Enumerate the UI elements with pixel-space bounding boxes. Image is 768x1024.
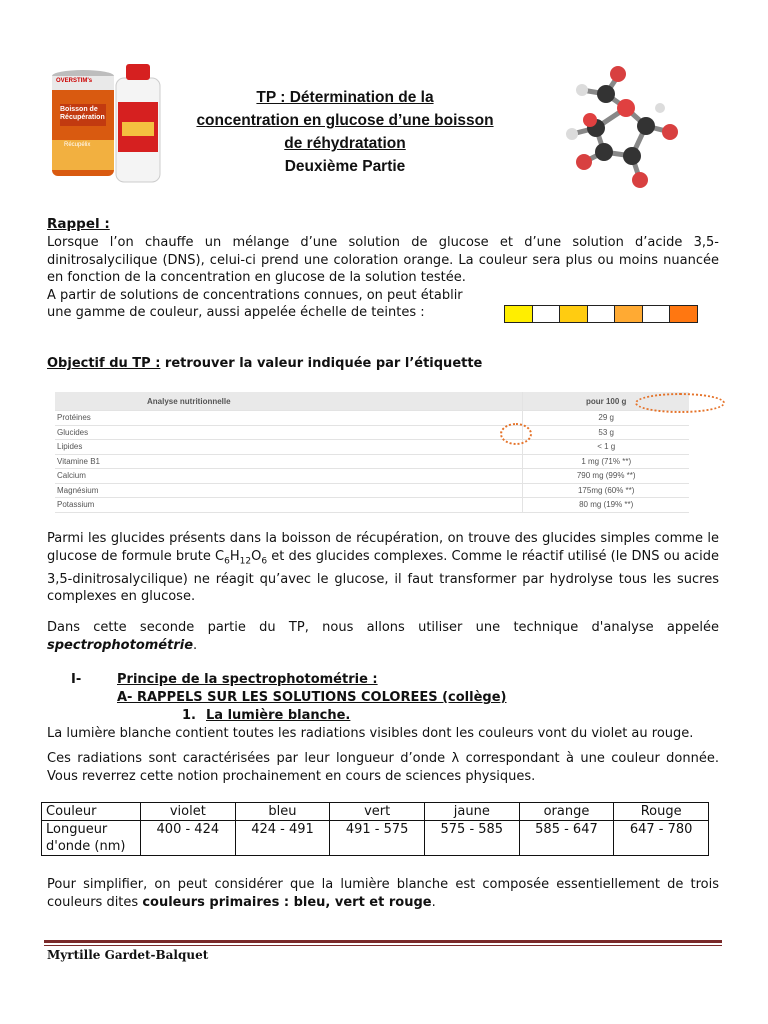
nutrition-name: Glucides xyxy=(55,425,523,440)
rappel-heading: Rappel : xyxy=(47,216,110,232)
wavelength-color-row xyxy=(42,803,709,821)
color-cell: jaune xyxy=(424,803,519,821)
formula-o: O xyxy=(251,548,262,564)
color-cell: bleu xyxy=(235,803,330,821)
range-cell: 647 - 780 xyxy=(614,821,709,856)
product-sub: Récupélix xyxy=(64,142,91,148)
objectif-line xyxy=(47,356,482,371)
nutrition-header-right-label: pour 100 g xyxy=(585,396,627,406)
nutrition-value: < 1 g xyxy=(523,440,689,455)
footer-divider xyxy=(44,940,722,943)
rappel-text: Lorsque l’on chauffe un mélange d’une solution de glucose et d’une solution d’acide 3,5-dinitrosalycilique (DNS), celui-ci prend une coloration orange. La couleur sera plus ou moins nuancée en fonction de la concentration en glucose de la solution testée. xyxy=(47,235,719,285)
spectro-term: spectrophotométrie xyxy=(47,637,194,653)
footer-divider-thin xyxy=(44,945,722,946)
spectro-paragraph xyxy=(47,619,719,654)
color-scale-cell xyxy=(643,306,671,322)
nutrition-table xyxy=(55,392,689,513)
highlight-ellipse xyxy=(635,393,725,413)
color-cell: violet xyxy=(141,803,236,821)
rappel-text-2b: une gamme de couleur, aussi appelée échelle de teintes : xyxy=(47,305,425,320)
nutrition-row xyxy=(55,469,689,484)
nutrition-name: Vitamine B1 xyxy=(55,454,523,469)
product-name: Boisson de Récupération xyxy=(60,106,105,121)
color-cell: orange xyxy=(519,803,614,821)
nutrition-row xyxy=(55,498,689,513)
objectif-heading: Objectif du TP : xyxy=(47,356,161,371)
product-brand: OVERSTIM's xyxy=(56,78,93,84)
nutrition-value: 53 g xyxy=(523,425,689,440)
nutrition-row xyxy=(55,483,689,498)
nutrition-row xyxy=(55,454,689,469)
spectro-end: . xyxy=(193,637,198,653)
wavelength-range-row xyxy=(42,821,709,856)
glucides-text-b: et des glucides complexes. Comme le réactif utilisé (le DNS ou acide 3,5-dinitrosalycilique) ne réagit qu’avec le glucose, il faut transformer par hydrolyse tous les sucres complexes en glucose. xyxy=(47,548,719,605)
nutrition-header-right xyxy=(523,392,689,411)
nutrition-name: Potassium xyxy=(55,498,523,513)
nutrition-value: 790 mg (99% **) xyxy=(523,469,689,484)
lumiere-p2: Ces radiations sont caractérisées par leur longueur d’onde λ correspondant à une couleur donnée. Vous reverrez cette notion prochainement en cours de sciences physiques. xyxy=(47,751,719,784)
wavelength-table xyxy=(41,802,709,856)
title-line-3: de réhydratation xyxy=(284,135,406,152)
glucose-molecule-image xyxy=(560,62,682,190)
nutrition-name: Magnésium xyxy=(55,483,523,498)
section-1-sub-a: A- RAPPELS SUR LES SOLUTIONS COLOREES (collège) xyxy=(117,690,507,705)
nutrition-row xyxy=(55,440,689,455)
range-cell: 585 - 647 xyxy=(519,821,614,856)
glucides-paragraph xyxy=(47,530,719,606)
rappel-text-2a: A partir de solutions de concentrations connues, on peut établir xyxy=(47,288,463,303)
color-scale-cell xyxy=(615,306,643,322)
nutrition-value: 1 mg (71% **) xyxy=(523,454,689,469)
formula-h: H xyxy=(229,548,240,564)
glucides-text-a: Parmi les glucides présents dans la boisson de récupération, on trouve des glucides simples comme le glucose de formule brute C xyxy=(47,531,719,564)
nutrition-name: Lipides xyxy=(55,440,523,455)
conclusion-text: Pour simplifier, on peut considérer que la lumière blanche est composée essentiellement de trois couleurs dites xyxy=(47,877,719,910)
nutrition-row xyxy=(55,411,689,426)
color-scale-cell xyxy=(670,306,697,322)
section-1-sub-1: La lumière blanche. xyxy=(206,708,351,723)
color-scale-cell xyxy=(560,306,588,322)
lumiere-p1: La lumière blanche contient toutes les radiations visibles dont les couleurs vont du violet au rouge. xyxy=(47,726,694,741)
range-cell: 491 - 575 xyxy=(330,821,425,856)
footer-author: Myrtille Gardet-Balquet xyxy=(47,948,209,962)
formula-sub-o: 6 xyxy=(261,556,268,567)
glucides-highlight-ellipse xyxy=(500,423,532,445)
section-1-number: I- xyxy=(71,672,82,687)
formula-sub-h: 12 xyxy=(239,556,252,567)
section-1-sub-1-number: 1. xyxy=(182,708,196,723)
nutrition-value: 175mg (60% **) xyxy=(523,483,689,498)
color-cell: vert xyxy=(330,803,425,821)
nutrition-name: Protéines xyxy=(55,411,523,426)
color-scale-cell xyxy=(505,306,533,322)
title-line-2: concentration en glucose d’une boisson xyxy=(196,112,494,129)
range-cell: 400 - 424 xyxy=(141,821,236,856)
conclusion-bold: couleurs primaires : bleu, vert et rouge xyxy=(142,894,432,910)
row-label-wavelength: Longueur d'onde (nm) xyxy=(42,821,141,856)
section-1-title: Principe de la spectrophotométrie : xyxy=(117,672,378,687)
color-scale xyxy=(504,305,698,323)
spectro-text: Dans cette seconde partie du TP, nous allons utiliser une technique d'analyse appelée xyxy=(47,620,719,635)
title-line-1: TP : Détermination de la xyxy=(256,89,434,106)
page-title xyxy=(150,86,540,178)
nutrition-value: 80 mg (19% **) xyxy=(523,498,689,513)
nutrition-header-left: Analyse nutritionnelle xyxy=(55,392,523,411)
nutrition-name: Calcium xyxy=(55,469,523,484)
conclusion-paragraph xyxy=(47,876,719,911)
objectif-text: retrouver la valeur indiquée par l’étiquette xyxy=(160,356,483,371)
conclusion-end: . xyxy=(431,894,436,910)
color-scale-cell xyxy=(533,306,561,322)
range-cell: 424 - 491 xyxy=(235,821,330,856)
color-cell: Rouge xyxy=(614,803,709,821)
nutrition-header-row xyxy=(55,392,689,411)
color-scale-cell xyxy=(588,306,616,322)
range-cell: 575 - 585 xyxy=(424,821,519,856)
nutrition-row xyxy=(55,425,689,440)
formula-sub-c: 6 xyxy=(224,556,230,567)
nutrition-value: 29 g xyxy=(523,411,689,426)
row-label-color: Couleur xyxy=(42,803,141,821)
title-line-4: Deuxième Partie xyxy=(284,158,406,175)
